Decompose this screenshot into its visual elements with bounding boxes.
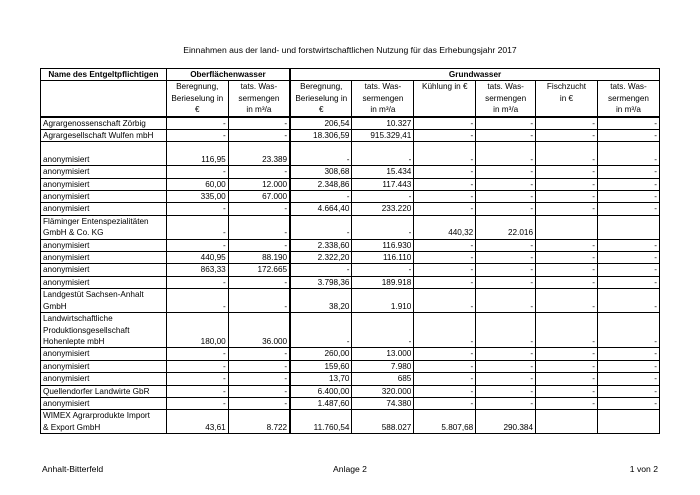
table-row	[41, 203, 660, 215]
value-cell: 206,54	[290, 117, 352, 130]
entity-name	[41, 117, 167, 130]
value-cell: -	[414, 385, 476, 397]
column-header-line: in m³/a	[370, 105, 396, 115]
value-cell: -	[536, 117, 598, 130]
value-cell: 15.434	[352, 166, 414, 178]
value-cell: -	[228, 203, 290, 215]
groundwater-header: Grundwasser	[290, 69, 659, 81]
value-cell: -	[536, 203, 598, 215]
entity-name-line: anonymisiert	[43, 398, 90, 408]
entity-name-line: Quellendorfer Landwirte GbR	[43, 386, 150, 396]
table-row	[41, 348, 660, 360]
entity-name-line: WIMEX Agrarprodukte Import	[43, 411, 150, 421]
value-cell: -	[536, 373, 598, 385]
column-header-line: Berieselung in	[295, 93, 348, 103]
entity-name-line: anonymisiert	[43, 204, 90, 214]
table-row	[41, 252, 660, 264]
table-row	[41, 166, 660, 178]
value-cell: 18.306,59	[290, 130, 352, 142]
value-cell: 863,33	[166, 264, 228, 276]
value-cell: 13,70	[290, 373, 352, 385]
value-cell: 23.389	[228, 142, 290, 166]
table-row	[41, 191, 660, 203]
value-cell: -	[476, 373, 536, 385]
value-cell: -	[414, 239, 476, 251]
entity-name-line: GmbH & Co. KG	[43, 228, 104, 238]
entity-name-line: anonymisiert	[43, 349, 90, 359]
value-cell: -	[166, 239, 228, 251]
value-cell: -	[476, 385, 536, 397]
value-cell: -	[536, 264, 598, 276]
table-row	[41, 130, 660, 142]
value-cell: -	[536, 252, 598, 264]
value-cell: 38,20	[290, 289, 352, 313]
surface-water-header: Oberflächenwasser	[166, 69, 290, 81]
column-header-line: Beregnung,	[300, 82, 343, 92]
value-cell: -	[414, 203, 476, 215]
column-header-line: in €	[559, 93, 574, 103]
value-cell: -	[536, 142, 598, 166]
value-cell: -	[414, 191, 476, 203]
entity-name	[41, 360, 167, 372]
value-cell	[597, 215, 659, 239]
table-row	[41, 239, 660, 251]
value-cell: -	[597, 276, 659, 288]
value-cell: -	[597, 289, 659, 313]
entity-name	[41, 130, 167, 142]
column-header-line: in m³/a	[615, 105, 641, 115]
value-cell: -	[228, 215, 290, 239]
column-header-line	[416, 104, 473, 115]
entity-name-line: anonymisiert	[43, 374, 90, 384]
value-cell: -	[352, 264, 414, 276]
entity-name-line: anonymisiert	[43, 253, 90, 263]
header-name-spacer	[41, 81, 167, 117]
value-cell: -	[597, 264, 659, 276]
table-row	[41, 117, 660, 130]
value-cell: -	[414, 397, 476, 409]
value-cell: -	[476, 289, 536, 313]
entity-name-line: Landwirtschaftliche	[43, 314, 113, 324]
table-row	[41, 373, 660, 385]
value-cell: 1.910	[352, 289, 414, 313]
value-cell: 36.000	[228, 313, 290, 348]
value-cell: -	[166, 117, 228, 130]
value-cell: -	[228, 397, 290, 409]
value-cell	[536, 410, 598, 434]
value-cell: -	[228, 360, 290, 372]
value-cell: 11.760,54	[290, 410, 352, 434]
entity-name	[41, 191, 167, 203]
value-cell: -	[476, 313, 536, 348]
footer-attachment: Anlage 2	[333, 464, 367, 474]
value-cell: -	[352, 191, 414, 203]
entity-name-line	[43, 142, 164, 153]
table-row	[41, 215, 660, 239]
column-header-line	[416, 93, 473, 104]
value-cell: -	[414, 117, 476, 130]
column-header-line: tats. Was-	[364, 82, 402, 92]
entity-name	[41, 348, 167, 360]
column-header-line: sermengen	[607, 93, 649, 103]
table-row	[41, 385, 660, 397]
value-cell: -	[290, 264, 352, 276]
value-cell: -	[476, 203, 536, 215]
entity-name	[41, 203, 167, 215]
value-cell: 260,00	[290, 348, 352, 360]
footer-page-number: 1 von 2	[629, 464, 658, 474]
value-cell: 335,00	[166, 191, 228, 203]
value-cell: 12.000	[228, 178, 290, 190]
value-cell: 2.348,86	[290, 178, 352, 190]
value-cell: -	[228, 373, 290, 385]
value-cell: -	[166, 373, 228, 385]
value-cell: 5.807,68	[414, 410, 476, 434]
value-cell: -	[228, 166, 290, 178]
entity-name	[41, 385, 167, 397]
value-cell: -	[352, 313, 414, 348]
value-cell: 4.664,40	[290, 203, 352, 215]
entity-name	[41, 289, 167, 313]
value-cell: -	[228, 289, 290, 313]
entity-name-line: GmbH	[43, 301, 67, 311]
value-cell: -	[414, 313, 476, 348]
value-cell: -	[166, 130, 228, 142]
header-group-row	[41, 69, 660, 81]
entity-name	[41, 239, 167, 251]
value-cell: -	[228, 348, 290, 360]
value-cell: 1.487,60	[290, 397, 352, 409]
table-row	[41, 142, 660, 166]
entity-name-line: anonymisiert	[43, 154, 90, 164]
value-cell: 915.329,41	[352, 130, 414, 142]
value-cell	[536, 215, 598, 239]
value-cell: 233.220	[352, 203, 414, 215]
entity-name-line: Hohenlepte mbH	[43, 336, 105, 346]
value-cell: -	[290, 191, 352, 203]
value-cell: -	[536, 191, 598, 203]
value-cell: -	[228, 385, 290, 397]
value-cell: -	[536, 130, 598, 142]
value-cell: -	[536, 385, 598, 397]
value-cell: 8.722	[228, 410, 290, 434]
column-header	[290, 81, 352, 117]
value-cell: -	[597, 360, 659, 372]
value-cell: -	[228, 130, 290, 142]
document-title: Einnahmen aus der land- und forstwirtschaftlichen Nutzung für das Erhebungsjahr 2017	[183, 45, 517, 55]
value-cell: -	[597, 117, 659, 130]
column-header-line: tats. Was-	[487, 82, 524, 92]
value-cell: -	[228, 239, 290, 251]
value-cell: -	[476, 264, 536, 276]
column-header-line: sermengen	[485, 93, 527, 103]
entity-name	[41, 264, 167, 276]
value-cell	[597, 410, 659, 434]
value-cell: 13.000	[352, 348, 414, 360]
value-cell: 159,60	[290, 360, 352, 372]
value-cell: 440,32	[414, 215, 476, 239]
value-cell: -	[228, 276, 290, 288]
value-cell: -	[290, 313, 352, 348]
table-row	[41, 410, 660, 434]
value-cell: 290.384	[476, 410, 536, 434]
value-cell: 189.918	[352, 276, 414, 288]
table-row	[41, 276, 660, 288]
entity-name-line: anonymisiert	[43, 265, 90, 275]
entity-name	[41, 276, 167, 288]
value-cell: -	[290, 142, 352, 166]
column-header-line: Kühlung in €	[422, 82, 468, 92]
value-cell: -	[166, 348, 228, 360]
value-cell: -	[414, 264, 476, 276]
entity-name	[41, 410, 167, 434]
table-row	[41, 397, 660, 409]
value-cell: -	[166, 289, 228, 313]
column-header-line: Beregnung,	[176, 82, 219, 92]
entity-name-line: Agrargesellschaft Wulfen mbH	[43, 131, 154, 141]
column-header-line: tats. Was-	[610, 82, 647, 92]
value-cell: -	[414, 360, 476, 372]
column-header	[597, 81, 659, 117]
value-cell: -	[414, 130, 476, 142]
value-cell: 43,61	[166, 410, 228, 434]
value-cell: -	[166, 360, 228, 372]
value-cell: 67.000	[228, 191, 290, 203]
value-cell: -	[597, 203, 659, 215]
value-cell: -	[166, 166, 228, 178]
value-cell: -	[597, 239, 659, 251]
entity-name-line: Agrargenossenschaft Zörbig	[43, 118, 146, 128]
entity-name	[41, 373, 167, 385]
value-cell: -	[414, 142, 476, 166]
value-cell: -	[414, 348, 476, 360]
value-cell: 172.665	[228, 264, 290, 276]
value-cell: -	[536, 276, 598, 288]
value-cell: -	[536, 348, 598, 360]
value-cell: -	[597, 313, 659, 348]
value-cell: -	[597, 130, 659, 142]
entity-name-line: anonymisiert	[43, 167, 90, 177]
value-cell: -	[536, 289, 598, 313]
value-cell: 320.000	[352, 385, 414, 397]
entity-name	[41, 397, 167, 409]
column-header	[414, 81, 476, 117]
value-cell: 6.400,00	[290, 385, 352, 397]
entity-name-line: anonymisiert	[43, 192, 90, 202]
value-cell: -	[476, 348, 536, 360]
column-header-line	[538, 104, 595, 115]
column-header-line: Fischzucht	[546, 82, 587, 92]
column-header-line: sermengen	[238, 93, 280, 103]
revenue-table	[40, 68, 660, 434]
value-cell: 180,00	[166, 313, 228, 348]
entity-name	[41, 166, 167, 178]
value-cell: -	[476, 397, 536, 409]
table-row	[41, 289, 660, 313]
entity-name	[41, 215, 167, 239]
column-header	[228, 81, 290, 117]
value-cell: 116.930	[352, 239, 414, 251]
value-cell: -	[476, 252, 536, 264]
value-cell: -	[414, 276, 476, 288]
value-cell: -	[597, 166, 659, 178]
value-cell: -	[536, 360, 598, 372]
name-column-header: Name des Entgeltpflichtigen	[41, 69, 167, 81]
entity-name-line: anonymisiert	[43, 361, 90, 371]
column-header-line: in m³/a	[493, 105, 519, 115]
entity-name-line: Produktionsgesellschaft	[43, 325, 130, 335]
column-header	[352, 81, 414, 117]
footer-district: Anhalt-Bitterfeld	[42, 464, 104, 474]
value-cell: -	[290, 215, 352, 239]
value-cell: -	[536, 178, 598, 190]
column-header-line: sermengen	[362, 93, 404, 103]
value-cell: -	[352, 215, 414, 239]
value-cell: -	[536, 397, 598, 409]
value-cell: 2.338,60	[290, 239, 352, 251]
value-cell: -	[597, 397, 659, 409]
value-cell: -	[597, 142, 659, 166]
value-cell: -	[414, 166, 476, 178]
value-cell: -	[166, 203, 228, 215]
column-header-line: €	[194, 105, 200, 115]
value-cell: -	[166, 397, 228, 409]
value-cell: -	[597, 178, 659, 190]
value-cell: -	[352, 142, 414, 166]
entity-name-line: anonymisiert	[43, 240, 90, 250]
column-header-line: in m³/a	[246, 105, 272, 115]
header-sub-row	[41, 81, 660, 117]
entity-name	[41, 178, 167, 190]
value-cell: 10.327	[352, 117, 414, 130]
column-header	[166, 81, 228, 117]
value-cell: -	[476, 130, 536, 142]
value-cell: -	[476, 178, 536, 190]
value-cell: -	[476, 191, 536, 203]
value-cell: -	[414, 252, 476, 264]
entity-name-line: anonymisiert	[43, 179, 90, 189]
value-cell: 117.443	[352, 178, 414, 190]
table-row	[41, 264, 660, 276]
value-cell: 88.190	[228, 252, 290, 264]
value-cell: -	[536, 239, 598, 251]
value-cell: 74.380	[352, 397, 414, 409]
value-cell: -	[597, 373, 659, 385]
entity-name-line: Landgestüt Sachsen-Anhalt	[43, 290, 144, 300]
value-cell: -	[228, 117, 290, 130]
value-cell: 588.027	[352, 410, 414, 434]
value-cell: -	[476, 360, 536, 372]
column-header	[476, 81, 536, 117]
value-cell: -	[597, 348, 659, 360]
value-cell: 116,95	[166, 142, 228, 166]
entity-name-line: Fläminger Entenspezialitäten	[43, 216, 149, 226]
value-cell: 22.016	[476, 215, 536, 239]
entity-name	[41, 313, 167, 348]
value-cell: -	[166, 385, 228, 397]
table-row	[41, 360, 660, 372]
value-cell: -	[414, 373, 476, 385]
value-cell: -	[597, 191, 659, 203]
entity-name	[41, 142, 167, 166]
column-header-line: tats. Was-	[240, 82, 278, 92]
entity-name	[41, 252, 167, 264]
value-cell: -	[536, 313, 598, 348]
value-cell: -	[166, 276, 228, 288]
value-cell: -	[476, 117, 536, 130]
value-cell: -	[414, 178, 476, 190]
value-cell: -	[414, 289, 476, 313]
value-cell: 3.798,36	[290, 276, 352, 288]
value-cell: -	[536, 166, 598, 178]
value-cell: 116.110	[352, 252, 414, 264]
column-header	[536, 81, 598, 117]
table-row	[41, 178, 660, 190]
table-row	[41, 313, 660, 348]
entity-name-line: anonymisiert	[43, 277, 90, 287]
value-cell: -	[476, 142, 536, 166]
value-cell: 308,68	[290, 166, 352, 178]
value-cell: -	[476, 276, 536, 288]
value-cell: -	[476, 239, 536, 251]
value-cell: 7.980	[352, 360, 414, 372]
entity-name-line: & Export GmbH	[43, 422, 101, 432]
value-cell: 60,00	[166, 178, 228, 190]
value-cell: 440,95	[166, 252, 228, 264]
value-cell: 685	[352, 373, 414, 385]
value-cell: -	[597, 252, 659, 264]
value-cell: 2.322,20	[290, 252, 352, 264]
value-cell: -	[597, 385, 659, 397]
value-cell: -	[166, 215, 228, 239]
column-header-line: Berieselung in	[171, 93, 224, 103]
value-cell: -	[476, 166, 536, 178]
column-header-line: €	[319, 105, 324, 115]
